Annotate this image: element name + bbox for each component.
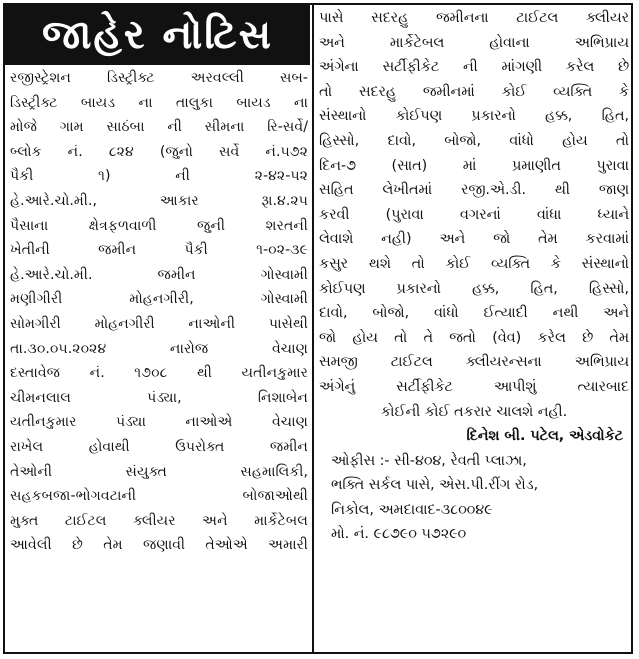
notice-right-column <box>319 6 629 547</box>
notice-text-line: સહિત લેખીતમાં રજી.એ.ડી. થી જાણ <box>319 182 629 199</box>
notice-text-line: અંગેનું સર્ટીફીકેટ આપીશું ત્યારબાદ <box>319 378 629 395</box>
column-divider <box>312 3 314 654</box>
notice-headline: જાહેર નોટિસ <box>5 5 310 65</box>
notice-text-line: યતીનકુમાર પંડ્યા નાઓએ વેચાણ <box>10 414 308 431</box>
notice-text-line: અંગેના સર્ટીફીકેટ ની માંગણી કરેલ છે <box>319 59 629 76</box>
notice-text-line: દસ્તાવેજ નં. ૧૭૦૮ થી યતીનકુમાર <box>10 365 308 382</box>
notice-text-line: તા.૩૦.૦૫.૨૦૨૪ નારોજ વેચાણ <box>10 340 308 357</box>
notice-text-line: જો હોય તો તે જતો (વેવ) કરેલ છે તેમ <box>319 329 629 346</box>
mobile-number: મો. નં. ૯૮૭૯૦ ૫૭૨૯૦ <box>331 526 467 543</box>
notice-text-line: તો સદરહુ જમીનમાં કોઈ વ્યક્તિ કે <box>319 83 629 100</box>
notice-text-line: કોઈની કોઈ તકરાર ચાલશે નહી. <box>380 403 568 420</box>
notice-text-line: હે.આરે.ચો.મી. જમીન ગોસ્વામી <box>10 266 308 283</box>
office-address-line: નિકોલ, અમદાવાદ-૩૮૦૦૪૯ <box>331 501 493 518</box>
notice-text-line: ચીમનલાલ પંડ્યા, નિશાબેન <box>10 389 308 406</box>
advocate-signature: દિનેશ બી. પટેલ, એડવોકેટ <box>466 428 623 445</box>
notice-text-line: દિન-૭ (સાત) માં પ્રમાણીત પુરાવા <box>319 157 629 174</box>
notice-text-line: હે.આરે.ચો.મી., આકાર રૂા.૪.૨૫ <box>10 192 308 209</box>
notice-text-line: તેઓની સંયુક્ત સહમાલિકી, <box>10 463 308 480</box>
office-address-line: ઓફીસ :- સી-૪૦૪, રેવતી પ્લાઝા, <box>331 452 527 469</box>
notice-text-line: સમજી ટાઈટલ ક્લીયરન્સના અભિપ્રાય <box>319 354 629 371</box>
notice-text-line: મોજે ગામ સાઠંબા ની સીમના રિ-સર્વે/ <box>10 119 308 136</box>
notice-text-line: સંસ્થાનો કોઈપણ પ્રકારનો હક્ક, હિત, <box>319 108 629 125</box>
notice-text-line: કરવી (પુરાવા વગરનાં વાંધા ધ્યાને <box>319 206 629 223</box>
notice-text-line: હિસ્સો, દાવો, બોજો, વાંધો હોય તો <box>319 132 629 149</box>
notice-text-line: સહકબજા-ભોગવટાની બોજાઓથી <box>10 488 308 505</box>
notice-text-line: કસુર થશે તો કોઈ વ્યક્તિ કે સંસ્થાનો <box>319 255 629 272</box>
notice-text-line: કોઈપણ પ્રકારનો હક્ક, હિત, હિસ્સો, <box>319 280 629 297</box>
notice-text-line: બ્લોક નં. ૮૨૪ (જુનો સર્વે નં.૫૭૨ <box>10 143 308 160</box>
notice-text-line: ડિસ્ટ્રીક્ટ બાયડ ના તાલુકા બાયડ ના <box>10 94 308 111</box>
notice-text-line: મણીગીરી મોહનગીરી, ગોસ્વામી <box>10 291 308 308</box>
notice-text-line: સોમગીરી મોહનગીરી નાઓની પાસેથી <box>10 315 308 332</box>
notice-text-line: અને માર્કેટેબલ હોવાના અભિપ્રાય <box>319 34 629 51</box>
notice-text-line: લેવાશે નહી) અને જો તેમ કરવામાં <box>319 231 629 248</box>
office-address-line: ભક્તિ સર્કલ પાસે, એસ.પી.રીંગ રોડ, <box>331 477 539 494</box>
notice-left-column <box>10 66 308 558</box>
notice-text-line: પૈકી ૧) ની ૨-૪૨-૫૨ <box>10 168 308 185</box>
notice-text-line: પૈસાના ક્ષેત્રફળવાળી જુની શરતની <box>10 217 308 234</box>
notice-text-line: આવેલી છે તેમ જણાવી તેઓએ અમારી <box>10 537 308 554</box>
notice-text-line: રજીસ્ટ્રેશન ડિસ્ટ્રીક્ટ અરવલ્લી સબ- <box>10 70 308 86</box>
notice-text-line: પાસે સદરહુ જમીનના ટાઈટલ ક્લીયર <box>319 10 629 26</box>
notice-text-line: રાખેલ હોવાથી ઉપરોક્ત જમીન <box>10 438 308 455</box>
notice-text-line: ખેતીની જમીન પૈકી ૧-૦૨-૩૯ <box>10 242 308 259</box>
notice-text-line: મુક્ત ટાઈટલ ક્લીયર અને માર્કેટેબલ <box>10 512 308 529</box>
notice-text-line: દાવો, બોજો, વાંધો ઈત્યાદી નથી અને <box>319 305 629 322</box>
